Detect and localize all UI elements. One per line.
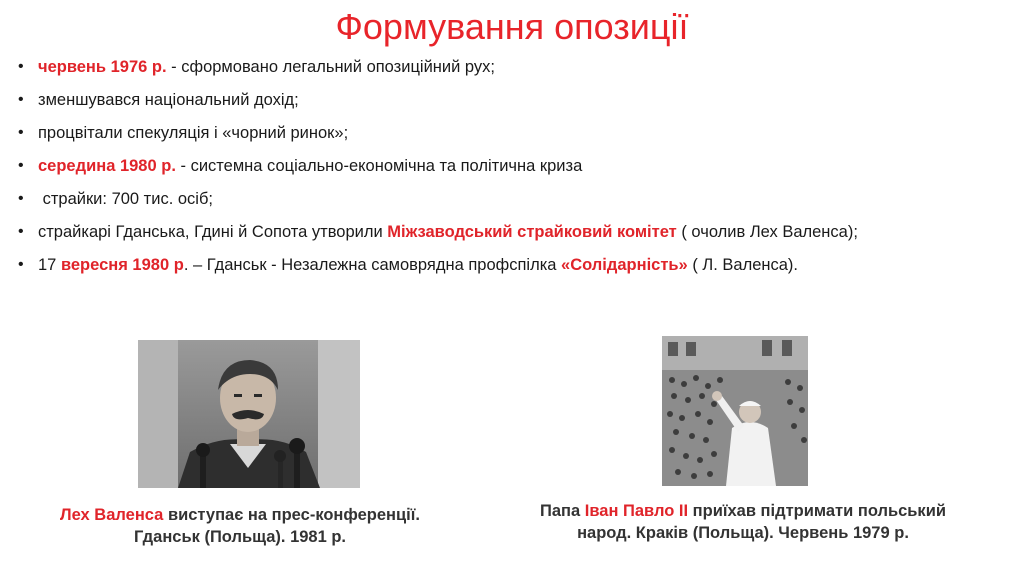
bullet-text: зменшувався національний дохід; — [38, 91, 299, 109]
bullet-icon: • — [18, 190, 24, 207]
caption-line: Лех Валенса виступає на прес-конференції. — [60, 506, 420, 524]
walesa-photo — [138, 340, 360, 488]
caption-line: народ. Краків (Польща). Червень 1979 р. — [577, 524, 909, 542]
bullet-item — [18, 56, 1008, 89]
bullet-text: процвітали спекуляція і «чорний ринок»; — [38, 124, 349, 142]
walesa-caption — [0, 504, 480, 548]
bullet-item — [18, 155, 1008, 188]
bullet-item — [18, 122, 1008, 155]
bullet-item — [18, 89, 1008, 122]
bullet-text: страйки: 700 тис. осіб; — [38, 190, 213, 208]
bullet-item — [18, 254, 1008, 287]
bullet-icon: • — [18, 91, 24, 108]
bullet-text: середина 1980 р. - системна соціально-економічна та політична криза — [38, 157, 583, 175]
caption-line: Гданськ (Польща). 1981 р. — [133, 528, 347, 546]
pope-photo — [662, 336, 808, 486]
bullet-text: червень 1976 р. - сформовано легальний опозиційний рух; — [38, 58, 495, 76]
slide-title: Формування опозиції — [335, 6, 689, 47]
bullet-icon: • — [18, 256, 24, 273]
bullet-icon: • — [18, 58, 24, 75]
bullet-text: страйкарі Гданська, Гдині й Сопота утворили Міжзаводський страйковий комітет ( очолив Лех Валенса); — [38, 223, 858, 241]
bullet-item — [18, 188, 1008, 221]
bullet-item — [18, 221, 1008, 254]
bullet-icon: • — [18, 223, 24, 240]
bullet-list — [18, 56, 1008, 287]
bullet-icon: • — [18, 124, 24, 141]
bullet-icon: • — [18, 157, 24, 174]
caption-line: Папа Іван Павло ІІ приїхав підтримати польський — [540, 502, 946, 520]
pope-caption — [478, 500, 1008, 544]
bullet-text: 17 вересня 1980 р. – Гданськ - Незалежна самоврядна профспілка «Солідарність» ( Л. Валенса). — [38, 256, 798, 274]
